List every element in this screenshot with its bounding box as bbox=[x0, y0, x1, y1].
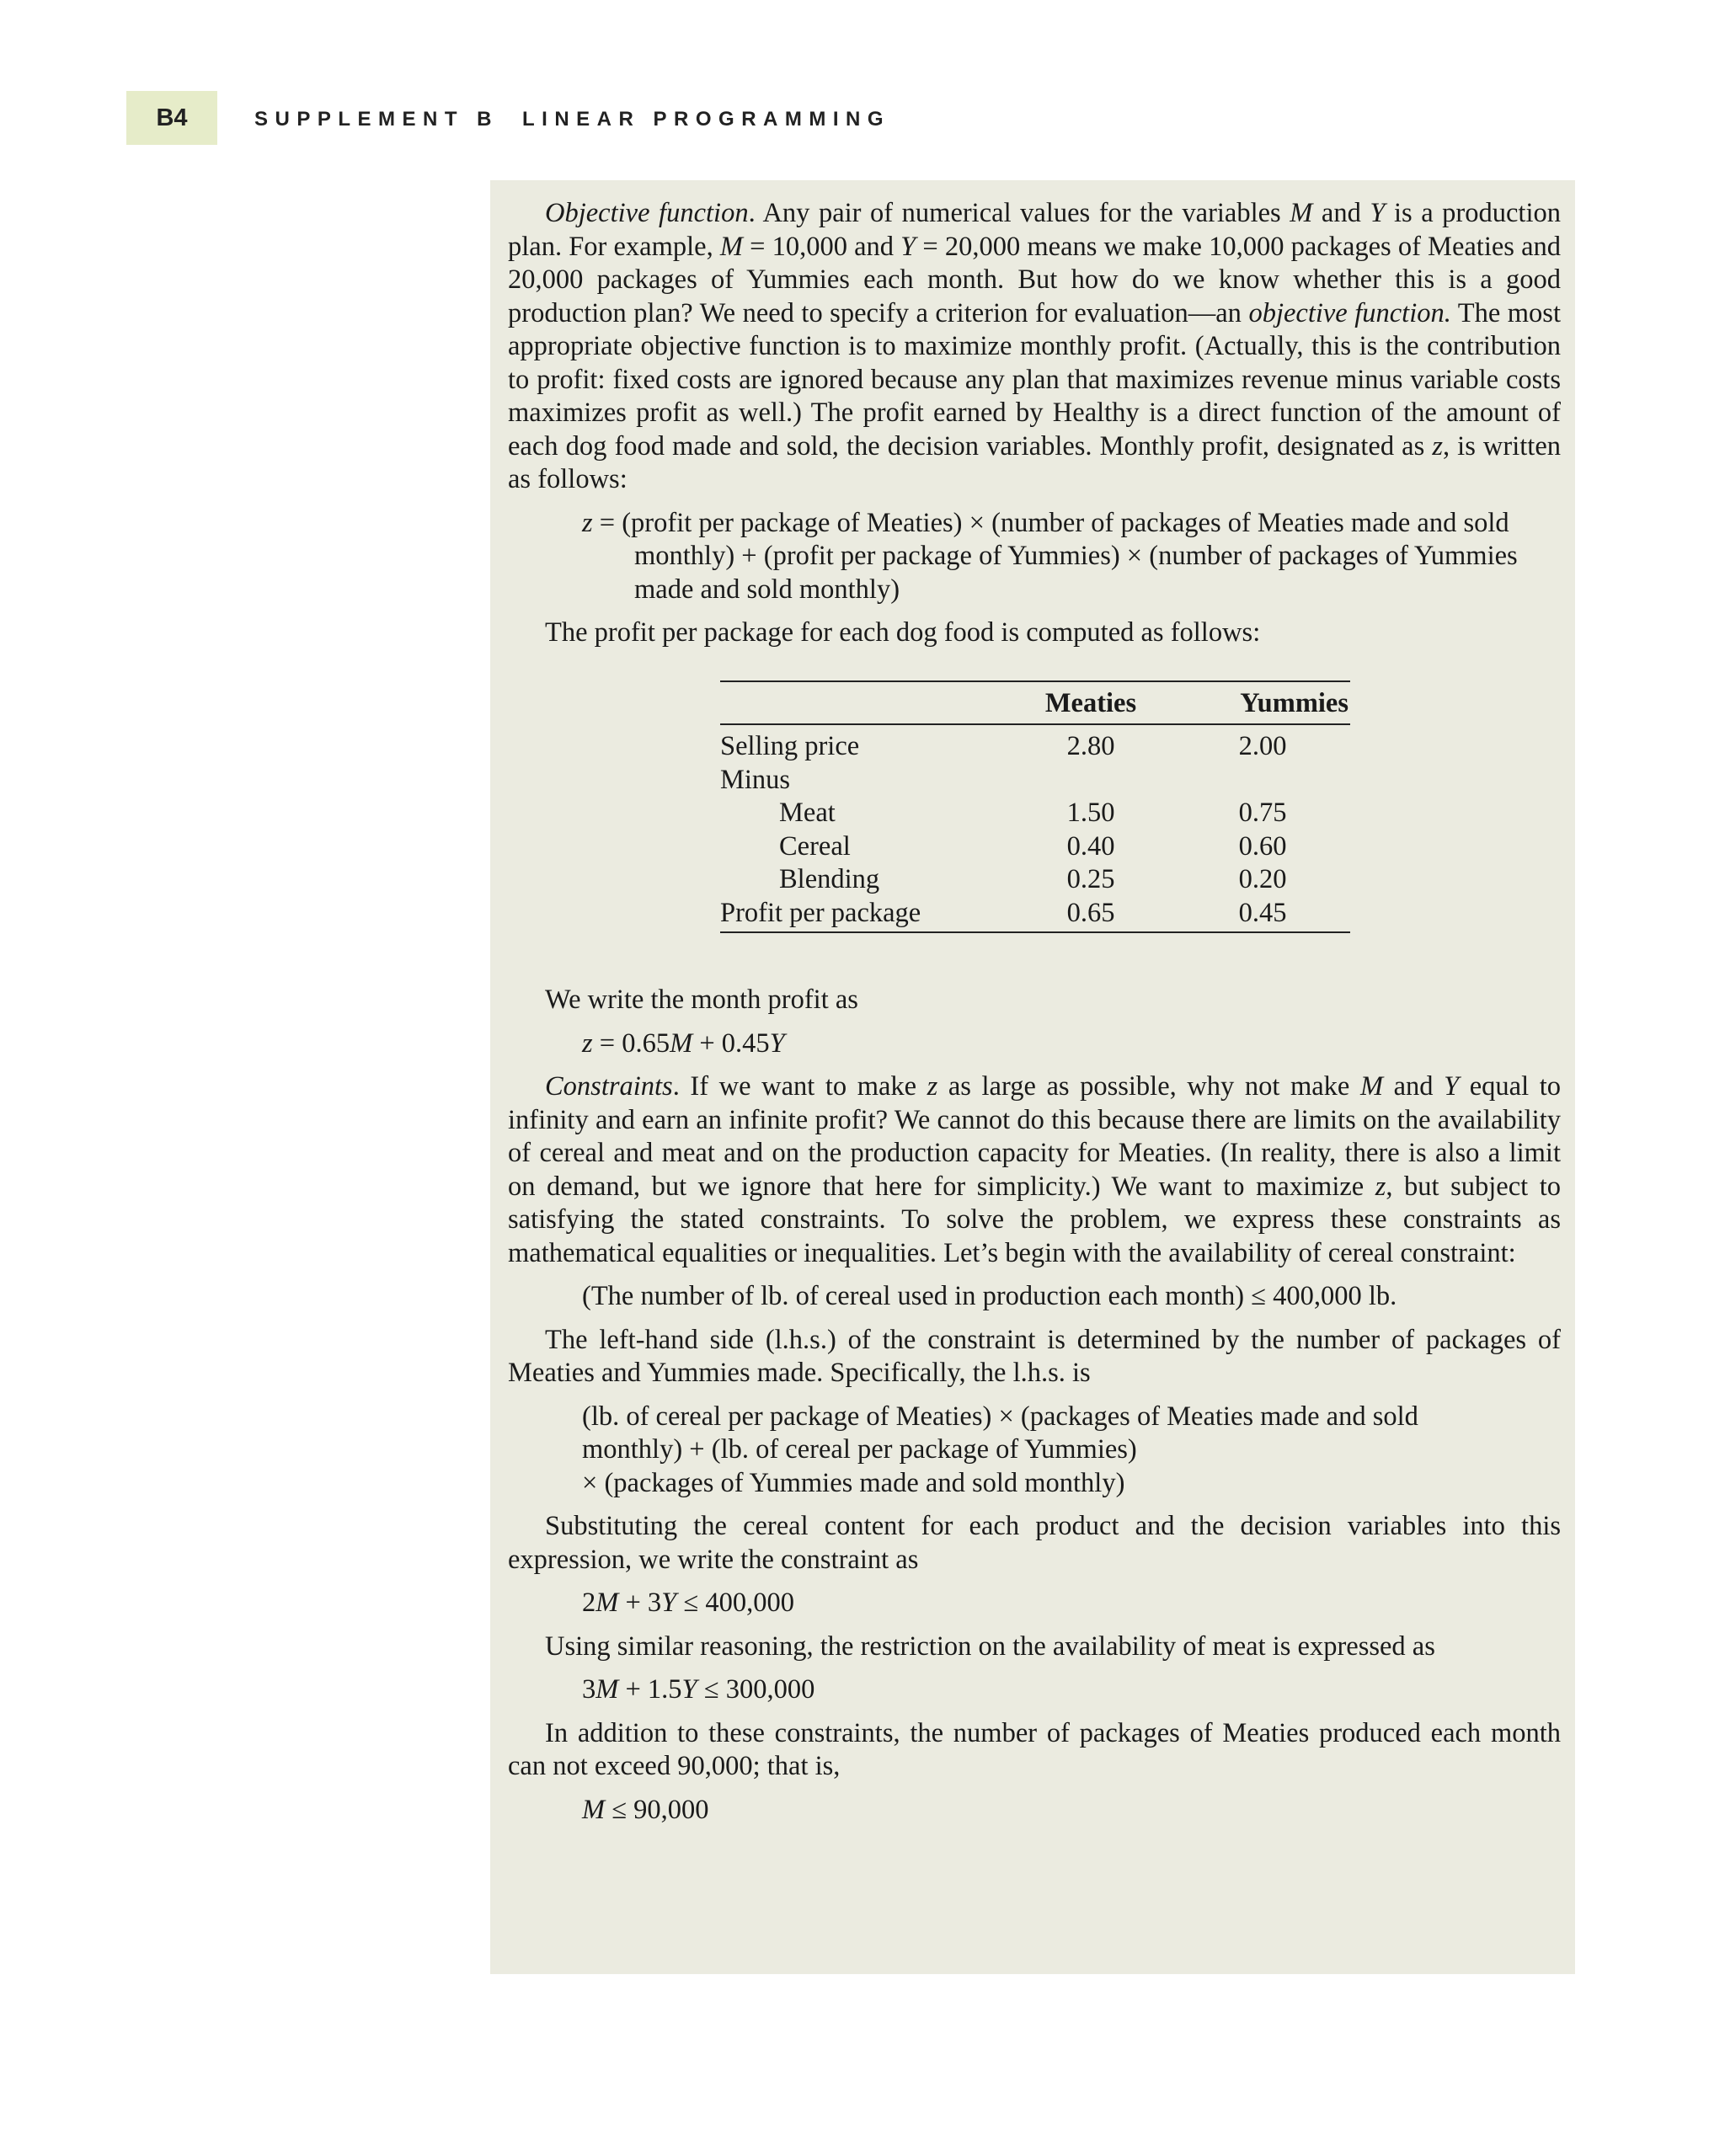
text-run: + 0.45 bbox=[692, 1027, 770, 1059]
text-run: ≤ 400,000 bbox=[676, 1588, 794, 1618]
meaties-value bbox=[1007, 764, 1175, 798]
text-run: = 10,000 and bbox=[742, 231, 901, 262]
variable-z: z bbox=[582, 507, 593, 538]
table-row bbox=[720, 863, 1350, 897]
text-run: ≤ 300,000 bbox=[697, 1674, 815, 1705]
page-number-badge bbox=[126, 91, 217, 145]
equation-line: (lb. of cereal per package of Meaties) × (packages of Meaties made and sold bbox=[582, 1401, 1418, 1432]
variable-m: M bbox=[719, 231, 743, 262]
text-run: + 3 bbox=[618, 1588, 662, 1618]
variable-y: Y bbox=[769, 1027, 785, 1059]
table-row bbox=[720, 830, 1350, 864]
table-header-row bbox=[720, 681, 1350, 725]
paragraph-meat-restriction: Using similar reasoning, the restriction on the availability of meat is expressed as bbox=[545, 1630, 1435, 1662]
table-header-meaties: Meaties bbox=[1007, 681, 1175, 725]
meaties-value: 0.65 bbox=[1007, 897, 1175, 933]
table-row bbox=[720, 724, 1350, 764]
row-label: Selling price bbox=[720, 731, 860, 761]
yummies-value: 2.00 bbox=[1238, 731, 1287, 761]
yummies-value: 0.60 bbox=[1238, 830, 1287, 862]
table-row bbox=[720, 897, 1350, 933]
text-run: 2 bbox=[582, 1588, 596, 1618]
variable-z: z bbox=[927, 1071, 938, 1102]
variable-m: M bbox=[1290, 198, 1313, 228]
equation-cereal-constraint-text: (The number of lb. of cereal used in production each month) ≤ 400,000 lb. bbox=[582, 1281, 1397, 1311]
table-row bbox=[720, 764, 1350, 798]
variable-z: z bbox=[582, 1027, 593, 1059]
yummies-value: 0.20 bbox=[1238, 864, 1287, 894]
variable-y: Y bbox=[900, 231, 916, 262]
text-run: , is written as follows: bbox=[508, 430, 1561, 494]
row-label: Cereal bbox=[779, 830, 851, 862]
row-label: Profit per package bbox=[720, 897, 1007, 933]
text-run: and bbox=[1383, 1071, 1445, 1102]
equation-capacity-constraint bbox=[582, 1794, 1561, 1828]
chapter-title: LINEAR PROGRAMMING bbox=[522, 108, 891, 131]
variable-z: z bbox=[1375, 1171, 1386, 1202]
table-header-yummies: Yummies bbox=[1175, 681, 1350, 725]
meaties-value: 0.25 bbox=[1066, 864, 1115, 894]
text-run: 3 bbox=[582, 1674, 596, 1705]
variable-m: M bbox=[595, 1674, 619, 1705]
row-label: Meat bbox=[779, 798, 836, 828]
text-run: is a production plan. For example, bbox=[508, 198, 1561, 262]
variable-m: M bbox=[670, 1027, 693, 1059]
table-row bbox=[720, 797, 1350, 830]
page-number: B4 bbox=[156, 104, 188, 131]
text-run: = (profit per package of Meaties) × (number of packages of Meaties made and sold monthly) + (profit per package of Yummies) × (number of packages of Yummies made and sold monthly) bbox=[592, 507, 1518, 605]
text-run: ≤ 90,000 bbox=[605, 1794, 709, 1825]
equation-meat-constraint bbox=[582, 1673, 1561, 1707]
meaties-value: 1.50 bbox=[1066, 798, 1115, 828]
text-run: as large as possible, why not make bbox=[937, 1071, 1360, 1102]
profit-table bbox=[720, 680, 1350, 934]
variable-m: M bbox=[595, 1588, 619, 1618]
content-body bbox=[508, 197, 1561, 1837]
row-label: Blending bbox=[779, 864, 880, 894]
running-head bbox=[254, 108, 890, 131]
text-run: = 20,000 means we make 10,000 packages of Meaties and 20,000 packages of Yummies each month. But how do we know whether this is a good production plan? We need to specify a criterion for evaluation—an bbox=[508, 231, 1562, 328]
text-run: equal to infinity and earn an infinite profit? We cannot do this because there are limits on the availability of cereal and meat and on the production capacity for Meaties. (In reality, there is also a limit on demand, but we ignore that here for simplicity.) We want to maximize bbox=[508, 1071, 1561, 1202]
paragraph-lhs: The left-hand side (l.h.s.) of the constraint is determined by the number of packages of Meaties and Yummies made. Specifically, the l.h.s. is bbox=[508, 1324, 1561, 1388]
yummies-value bbox=[1175, 764, 1350, 798]
text-run: and bbox=[1312, 198, 1370, 228]
paragraph-lead-title: Objective function bbox=[545, 198, 749, 228]
paragraph-profit-computation: The profit per package for each dog food is computed as follows: bbox=[545, 617, 1261, 648]
text-run: + 1.5 bbox=[618, 1674, 682, 1705]
equation-objective bbox=[582, 1027, 1561, 1061]
equation-lhs-expression bbox=[582, 1401, 1561, 1501]
variable-m: M bbox=[1359, 1071, 1384, 1102]
paragraph-month-profit: We write the month profit as bbox=[545, 985, 858, 1015]
paragraph-capacity: In addition to these constraints, the number of packages of Meaties produced each month can not exceed 90,000; that is, bbox=[508, 1717, 1561, 1781]
variable-y: Y bbox=[1370, 198, 1386, 228]
variable-z: z bbox=[1432, 430, 1443, 462]
text-run: = 0.65 bbox=[592, 1027, 670, 1059]
text-run: The most appropriate objective function is to maximize monthly profit. (Actually, this is the contribution to profit: fixed costs are ignored because any plan that maximizes revenue minus variable costs maximizes profit as well.) The profit earned by Healthy is a direct function of the amount of each dog food made and sold, the decision variables. Monthly profit, designated as bbox=[508, 297, 1561, 462]
yummies-value: 0.45 bbox=[1175, 897, 1350, 933]
variable-y: Y bbox=[661, 1588, 677, 1618]
equation-line: monthly) + (lb. of cereal per package of Yummies) bbox=[582, 1434, 1137, 1465]
variable-m: M bbox=[582, 1794, 606, 1825]
emphasis: objective function. bbox=[1248, 297, 1451, 328]
equation-line: × (packages of Yummies made and sold monthly) bbox=[582, 1467, 1125, 1498]
meaties-value: 0.40 bbox=[1066, 830, 1115, 862]
supplement-label: SUPPLEMENT B bbox=[254, 108, 499, 131]
variable-y: Y bbox=[1444, 1071, 1460, 1102]
equation-cereal-constraint bbox=[582, 1587, 1561, 1620]
variable-y: Y bbox=[681, 1674, 697, 1705]
text-run: . Any pair of numerical values for the variables bbox=[748, 198, 1290, 228]
text-run: . If we want to make bbox=[672, 1071, 927, 1102]
table-header-label bbox=[720, 681, 1007, 725]
paragraph-constraints bbox=[508, 1070, 1561, 1270]
paragraph-objective-function bbox=[508, 197, 1561, 497]
row-label: Minus bbox=[720, 764, 791, 795]
equation-profit-definition bbox=[582, 507, 1527, 607]
paragraph-substituting: Substituting the cereal content for each product and the decision variables into this expression, we write the constraint as bbox=[508, 1511, 1561, 1575]
yummies-value: 0.75 bbox=[1238, 798, 1287, 828]
meaties-value: 2.80 bbox=[1066, 731, 1115, 761]
paragraph-lead-title: Constraints bbox=[545, 1071, 673, 1102]
text-run: , but subject to satisfying the stated constraints. To solve the problem, we express these constraints as mathematical equalities or inequalities. Let’s begin with the availability of cereal constraint: bbox=[508, 1171, 1561, 1268]
